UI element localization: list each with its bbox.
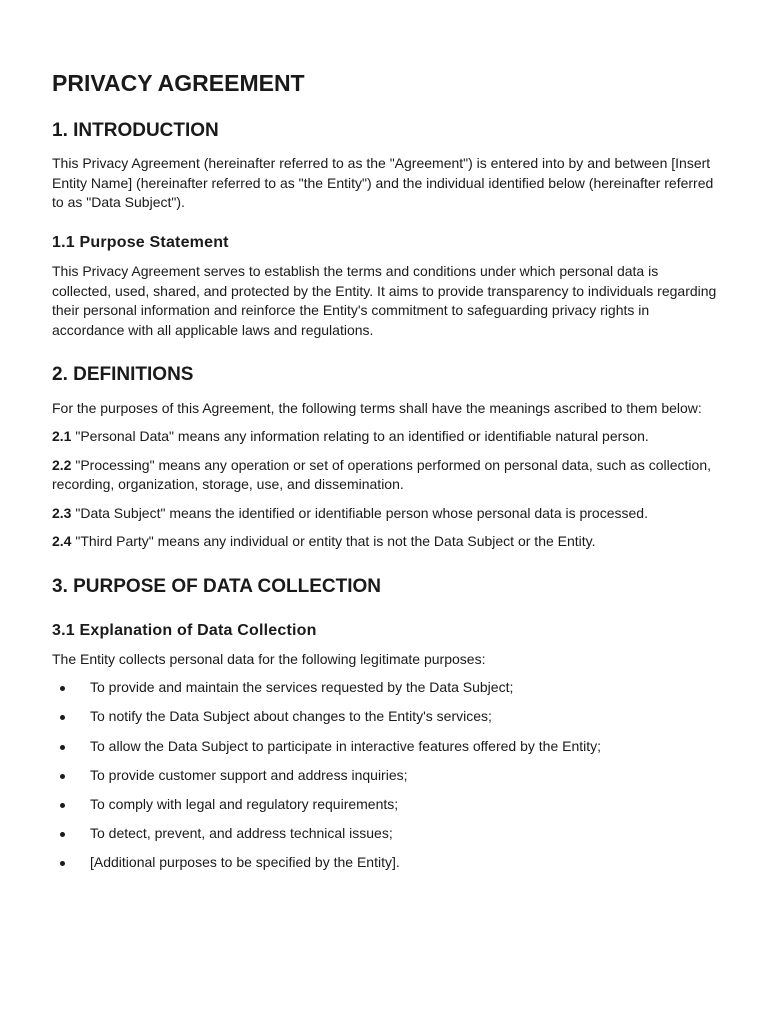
definition-number: 2.1 xyxy=(52,428,72,445)
purposes-intro-paragraph: The Entity collects personal data for the following legitimate purposes: xyxy=(52,650,486,667)
subsection-heading-purpose-statement: 1.1 Purpose Statement xyxy=(52,233,229,251)
definition-text: "Processing" means any operation or set of operations performed on personal data, such as collection, recording, organization, storage, use, and dissemination. xyxy=(52,456,711,493)
list-item xyxy=(52,795,718,815)
definition-text: "Personal Data" means any information relating to an identified or identifiable natural person. xyxy=(71,428,649,445)
bullet-icon xyxy=(60,686,65,691)
definition-item xyxy=(52,532,718,552)
list-item xyxy=(52,853,718,873)
bullet-icon xyxy=(60,832,65,837)
list-item-text: To notify the Data Subject about changes to the Entity's services; xyxy=(90,708,492,725)
purpose-statement-paragraph: This Privacy Agreement serves to establish the terms and conditions under which personal data is collected, used, shared, and protected by the Entity. It aims to provide transparency to individuals regarding their personal information and reinforce the Entity's commitment to safeguarding privacy rights in accordance with all applicable laws and regulations. xyxy=(52,263,717,338)
introduction-paragraph: This Privacy Agreement (hereinafter referred to as the "Agreement") is entered into by and between [Insert Entity Name] (hereinafter referred to as "the Entity") and the individual identified below (hereinafter referred to as "Data Subject"). xyxy=(52,155,714,211)
list-item-text: To comply with legal and regulatory requirements; xyxy=(90,795,399,812)
bullet-icon xyxy=(60,774,65,779)
list-item-text: To provide customer support and address inquiries; xyxy=(90,766,408,783)
list-item xyxy=(52,824,718,844)
bullet-icon xyxy=(60,715,65,720)
definition-number: 2.4 xyxy=(52,533,72,550)
subsection-heading-explanation: 3.1 Explanation of Data Collection xyxy=(52,621,317,639)
bullet-icon xyxy=(60,861,65,866)
list-item xyxy=(52,766,718,786)
definition-item xyxy=(52,504,718,524)
section-heading-purpose-of-data-collection: 3. PURPOSE OF DATA COLLECTION xyxy=(52,575,381,597)
definition-item xyxy=(52,456,718,495)
definition-number: 2.3 xyxy=(52,504,72,521)
definitions-intro-paragraph: For the purposes of this Agreement, the following terms shall have the meanings ascribed to them below: xyxy=(52,399,702,416)
bullet-icon xyxy=(60,745,65,750)
section-heading-introduction: 1. INTRODUCTION xyxy=(52,119,219,141)
bullet-icon xyxy=(60,803,65,808)
definition-text: "Third Party" means any individual or entity that is not the Data Subject or the Entity. xyxy=(71,533,596,550)
definition-item xyxy=(52,427,718,447)
list-item xyxy=(52,678,718,698)
document-title: PRIVACY AGREEMENT xyxy=(52,70,305,96)
list-item-text: To provide and maintain the services requested by the Data Subject; xyxy=(90,679,514,696)
definition-number: 2.2 xyxy=(52,456,72,473)
definition-text: "Data Subject" means the identified or identifiable person whose personal data is processed. xyxy=(71,504,648,521)
list-item xyxy=(52,737,718,757)
section-heading-definitions: 2. DEFINITIONS xyxy=(52,364,194,386)
list-item-text: [Additional purposes to be specified by the Entity]. xyxy=(90,853,400,870)
list-item-text: To allow the Data Subject to participate in interactive features offered by the Entity; xyxy=(90,737,602,754)
list-item-text: To detect, prevent, and address technical issues; xyxy=(90,824,393,841)
list-item xyxy=(52,707,718,727)
purposes-list xyxy=(52,678,718,872)
